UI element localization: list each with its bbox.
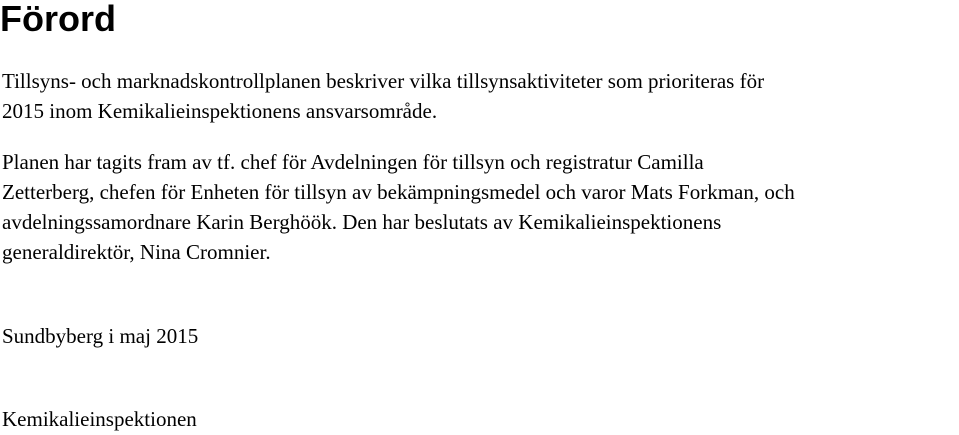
authors-paragraph [2, 147, 959, 267]
place-date: Sundbyberg i maj 2015 [2, 324, 199, 348]
intro-line-2: 2015 inom Kemikalieinspektionens ansvarsområde. [2, 99, 438, 123]
intro-line-1: Tillsyns- och marknadskontrollplanen beskriver vilka tillsynsaktiviteter som prioriteras för [2, 69, 765, 93]
authors-line-3: avdelningssamordnare Karin Berghöök. Den har beslutats av Kemikalieinspektionens [2, 210, 722, 234]
signature: Kemikalieinspektionen [2, 407, 197, 431]
intro-paragraph [2, 66, 959, 126]
authors-line-1: Planen har tagits fram av tf. chef för Avdelningen för tillsyn och registratur Camilla [2, 150, 704, 174]
authors-line-2: Zetterberg, chefen för Enheten för tillsyn av bekämpningsmedel och varor Mats Forkman, och [2, 180, 795, 204]
authors-line-4: generaldirektör, Nina Cromnier. [2, 240, 271, 264]
page-title: Förord [0, 0, 116, 39]
